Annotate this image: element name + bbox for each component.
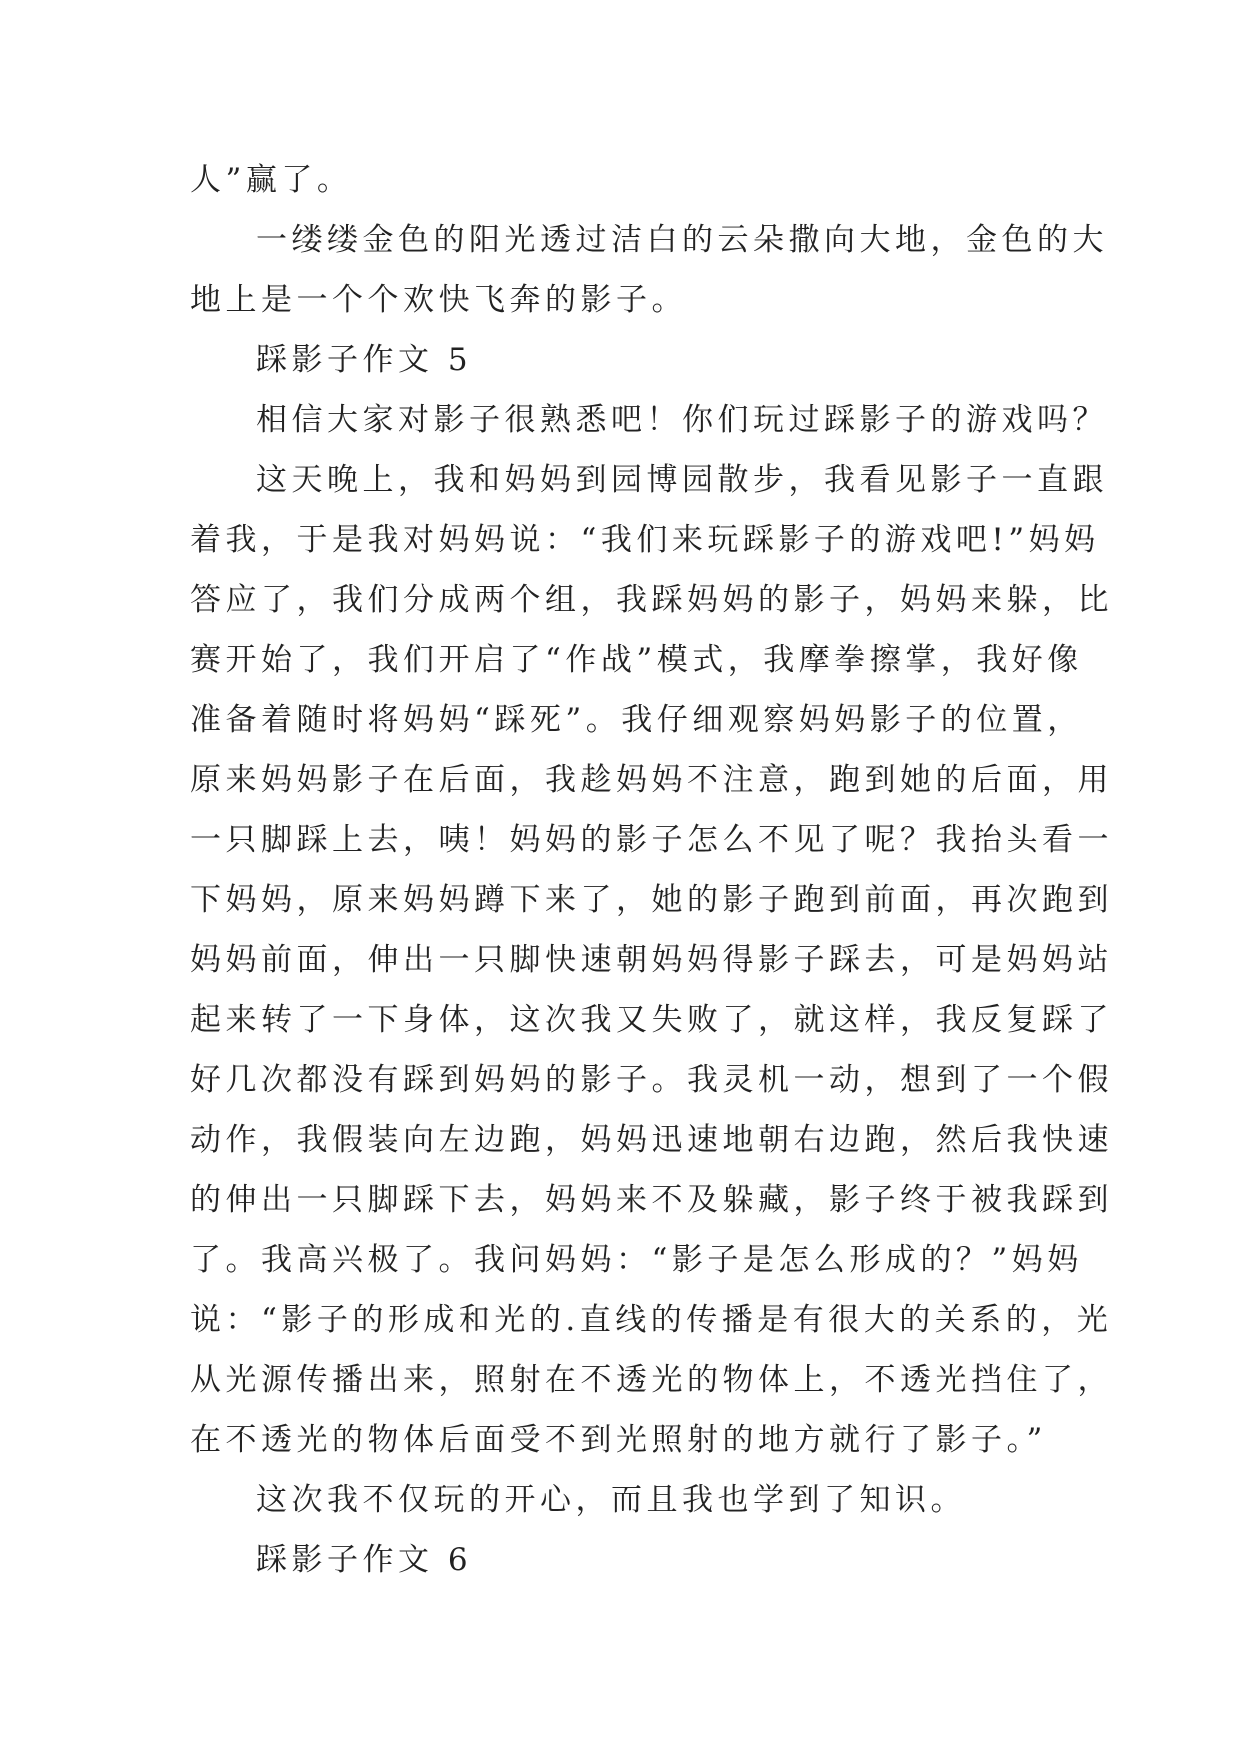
text-line: 人”赢了。	[190, 162, 353, 198]
text-line: 相信大家对影子很熟悉吧！你们玩过踩影子的游戏吗？	[256, 402, 1108, 438]
text-line: 这次我不仅玩的开心，而且我也学到了知识。	[256, 1482, 966, 1518]
text-line: 了。我高兴极了。我问妈妈：“影子是怎么形成的？”妈妈	[190, 1242, 1083, 1278]
text-line: 一只脚踩上去，咦！妈妈的影子怎么不见了呢？我抬头看一	[190, 822, 1113, 858]
text-line: 着我，于是我对妈妈说：“我们来玩踩影子的游戏吧!”妈妈	[190, 522, 1100, 558]
text-line: 下妈妈，原来妈妈蹲下来了，她的影子跑到前面，再次跑到	[190, 882, 1113, 918]
text-line: 赛开始了，我们开启了“作战”模式，我摩拳擦掌，我好像	[190, 642, 1083, 678]
text-line: 妈妈前面，伸出一只脚快速朝妈妈得影子踩去，可是妈妈站	[190, 942, 1113, 978]
text-line: 地上是一个个欢快飞奔的影子。	[190, 282, 687, 318]
text-line: 在不透光的物体后面受不到光照射的地方就行了影子。”	[190, 1422, 1047, 1458]
text-line: 踩影子作文 6	[256, 1542, 473, 1578]
text-line: 踩影子作文 5	[256, 342, 473, 378]
text-line: 的伸出一只脚踩下去，妈妈来不及躲藏，影子终于被我踩到	[190, 1182, 1113, 1218]
text-line: 动作，我假装向左边跑，妈妈迅速地朝右边跑，然后我快速	[190, 1122, 1113, 1158]
text-line: 原来妈妈影子在后面，我趁妈妈不注意，跑到她的后面，用	[190, 762, 1113, 798]
text-line: 好几次都没有踩到妈妈的影子。我灵机一动，想到了一个假	[190, 1062, 1113, 1098]
text-line: 一缕缕金色的阳光透过洁白的云朵撒向大地，金色的大	[256, 222, 1108, 258]
document-body	[190, 150, 1113, 1590]
text-line: 准备着随时将妈妈“踩死”。我仔细观察妈妈影子的位置，	[190, 702, 1083, 738]
text-line: 说：“影子的形成和光的.直线的传播是有很大的关系的，光	[190, 1302, 1113, 1338]
text-line: 这天晚上，我和妈妈到园博园散步，我看见影子一直跟	[256, 462, 1108, 498]
text-line: 答应了，我们分成两个组，我踩妈妈的影子，妈妈来躲，比	[190, 582, 1113, 618]
text-line: 起来转了一下身体，这次我又失败了，就这样，我反复踩了	[190, 1002, 1113, 1038]
text-line: 从光源传播出来，照射在不透光的物体上，不透光挡住了，	[190, 1362, 1113, 1398]
